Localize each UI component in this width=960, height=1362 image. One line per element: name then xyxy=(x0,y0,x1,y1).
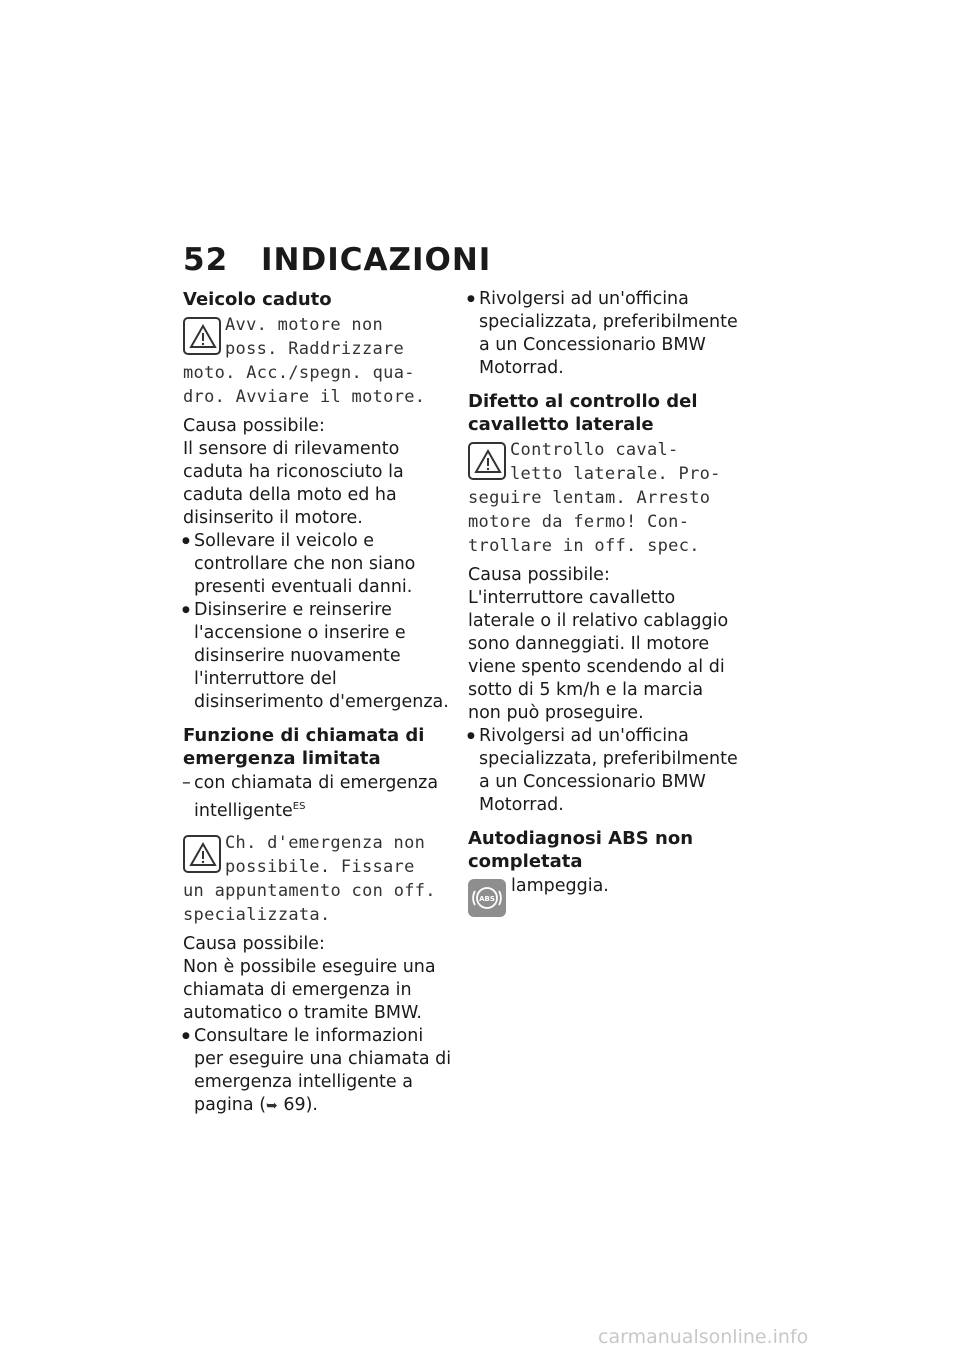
display-message-line: Avv. motore non xyxy=(225,315,384,335)
section-heading-abs: Autodiagnosi ABS non completata xyxy=(468,828,694,872)
cause-label: Causa possibile: xyxy=(183,416,325,436)
list-item: ● Consultare le informazioni per eseguire una chiamata di emergenza intelligente a pagina (➥ 69). xyxy=(183,1025,453,1118)
display-message-line: Controllo caval- xyxy=(510,440,679,460)
page-reference[interactable]: 69 xyxy=(283,1094,306,1115)
display-message-block xyxy=(183,831,453,927)
display-message-block xyxy=(468,438,738,558)
display-message-line: specializzata. xyxy=(183,904,331,925)
cause-label: Causa possibile: xyxy=(183,933,325,954)
display-message-line: poss. Raddrizzare xyxy=(225,339,405,359)
action-list xyxy=(468,288,738,380)
display-message-line: letto laterale. Pro- xyxy=(510,464,721,484)
page-header xyxy=(183,242,491,278)
display-message-line: un appuntamento con off. xyxy=(183,880,436,901)
list-item: ● Disinserire e reinserire l'accensione o inserire e disinserire nuovamente l'interruttore del disinserimento d'emergenza. xyxy=(183,599,453,714)
display-message-line: trollare in off. spec. xyxy=(468,536,700,556)
action-list xyxy=(183,1025,453,1118)
abs-indicator-block xyxy=(468,875,738,917)
cause-text: Non è possibile eseguire una chiamata di emergenza in automatico o tramite BMW. xyxy=(183,956,436,1023)
page-number: 52 xyxy=(183,242,229,278)
warning-triangle-icon xyxy=(183,835,221,873)
abs-status-text: lampeggia. xyxy=(511,876,609,896)
page-title: INDICAZIONI xyxy=(261,242,492,278)
action-list xyxy=(468,725,738,817)
section-heading-chiamata-emergenza: Funzione di chiamata di emergenza limitata xyxy=(183,725,425,769)
cause-text: L'interruttore cavalletto laterale o il relativo cablaggio sono danneggiati. Il motore viene spento scendendo al di sotto di 5 km/h e la marcia non può proseguire. xyxy=(468,588,729,723)
warning-triangle-icon xyxy=(468,442,506,480)
list-item: ● Sollevare il veicolo e controllare che non siano presenti eventuali danni. xyxy=(183,530,453,599)
equipment-code: ES xyxy=(292,801,306,812)
display-message-line: moto. Acc./spegn. qua- xyxy=(183,363,415,383)
list-item: ● Rivolgersi ad un'officina specializzata, preferibilmente a un Concessionario BMW Motorrad. xyxy=(468,725,738,817)
left-column xyxy=(183,288,453,1118)
cause-label: Causa possibile: xyxy=(468,565,610,585)
display-message-line: possibile. Fissare xyxy=(225,856,415,877)
section-heading-veicolo-caduto: Veicolo caduto xyxy=(183,289,332,310)
section-heading-cavalletto: Difetto al controllo del cavalletto laterale xyxy=(468,391,698,435)
display-message-line: motore da fermo! Con- xyxy=(468,512,690,532)
action-list xyxy=(183,530,453,714)
list-item: ● Rivolgersi ad un'officina specializzata, preferibilmente a un Concessionario BMW Motorrad. xyxy=(468,288,738,380)
right-column xyxy=(468,288,738,923)
display-message-block xyxy=(183,313,453,409)
abs-warning-icon xyxy=(468,879,506,917)
warning-triangle-icon xyxy=(183,317,221,355)
display-message-line: dro. Avviare il motore. xyxy=(183,387,426,407)
svg-text:ABS: ABS xyxy=(479,895,495,903)
equipment-note: – con chiamata di emergenza intelligente$^{ES}$ xyxy=(183,772,453,823)
display-message-line: seguire lentam. Arresto xyxy=(468,488,711,508)
watermark: carmanualsonline.info xyxy=(598,1326,809,1348)
cause-text: Il sensore di rilevamento caduta ha riconosciuto la caduta della moto ed ha disinserito il motore. xyxy=(183,439,404,528)
display-message-line: Ch. d'emergenza non xyxy=(225,832,426,853)
page-arrow-icon: ➥ xyxy=(266,1097,278,1114)
